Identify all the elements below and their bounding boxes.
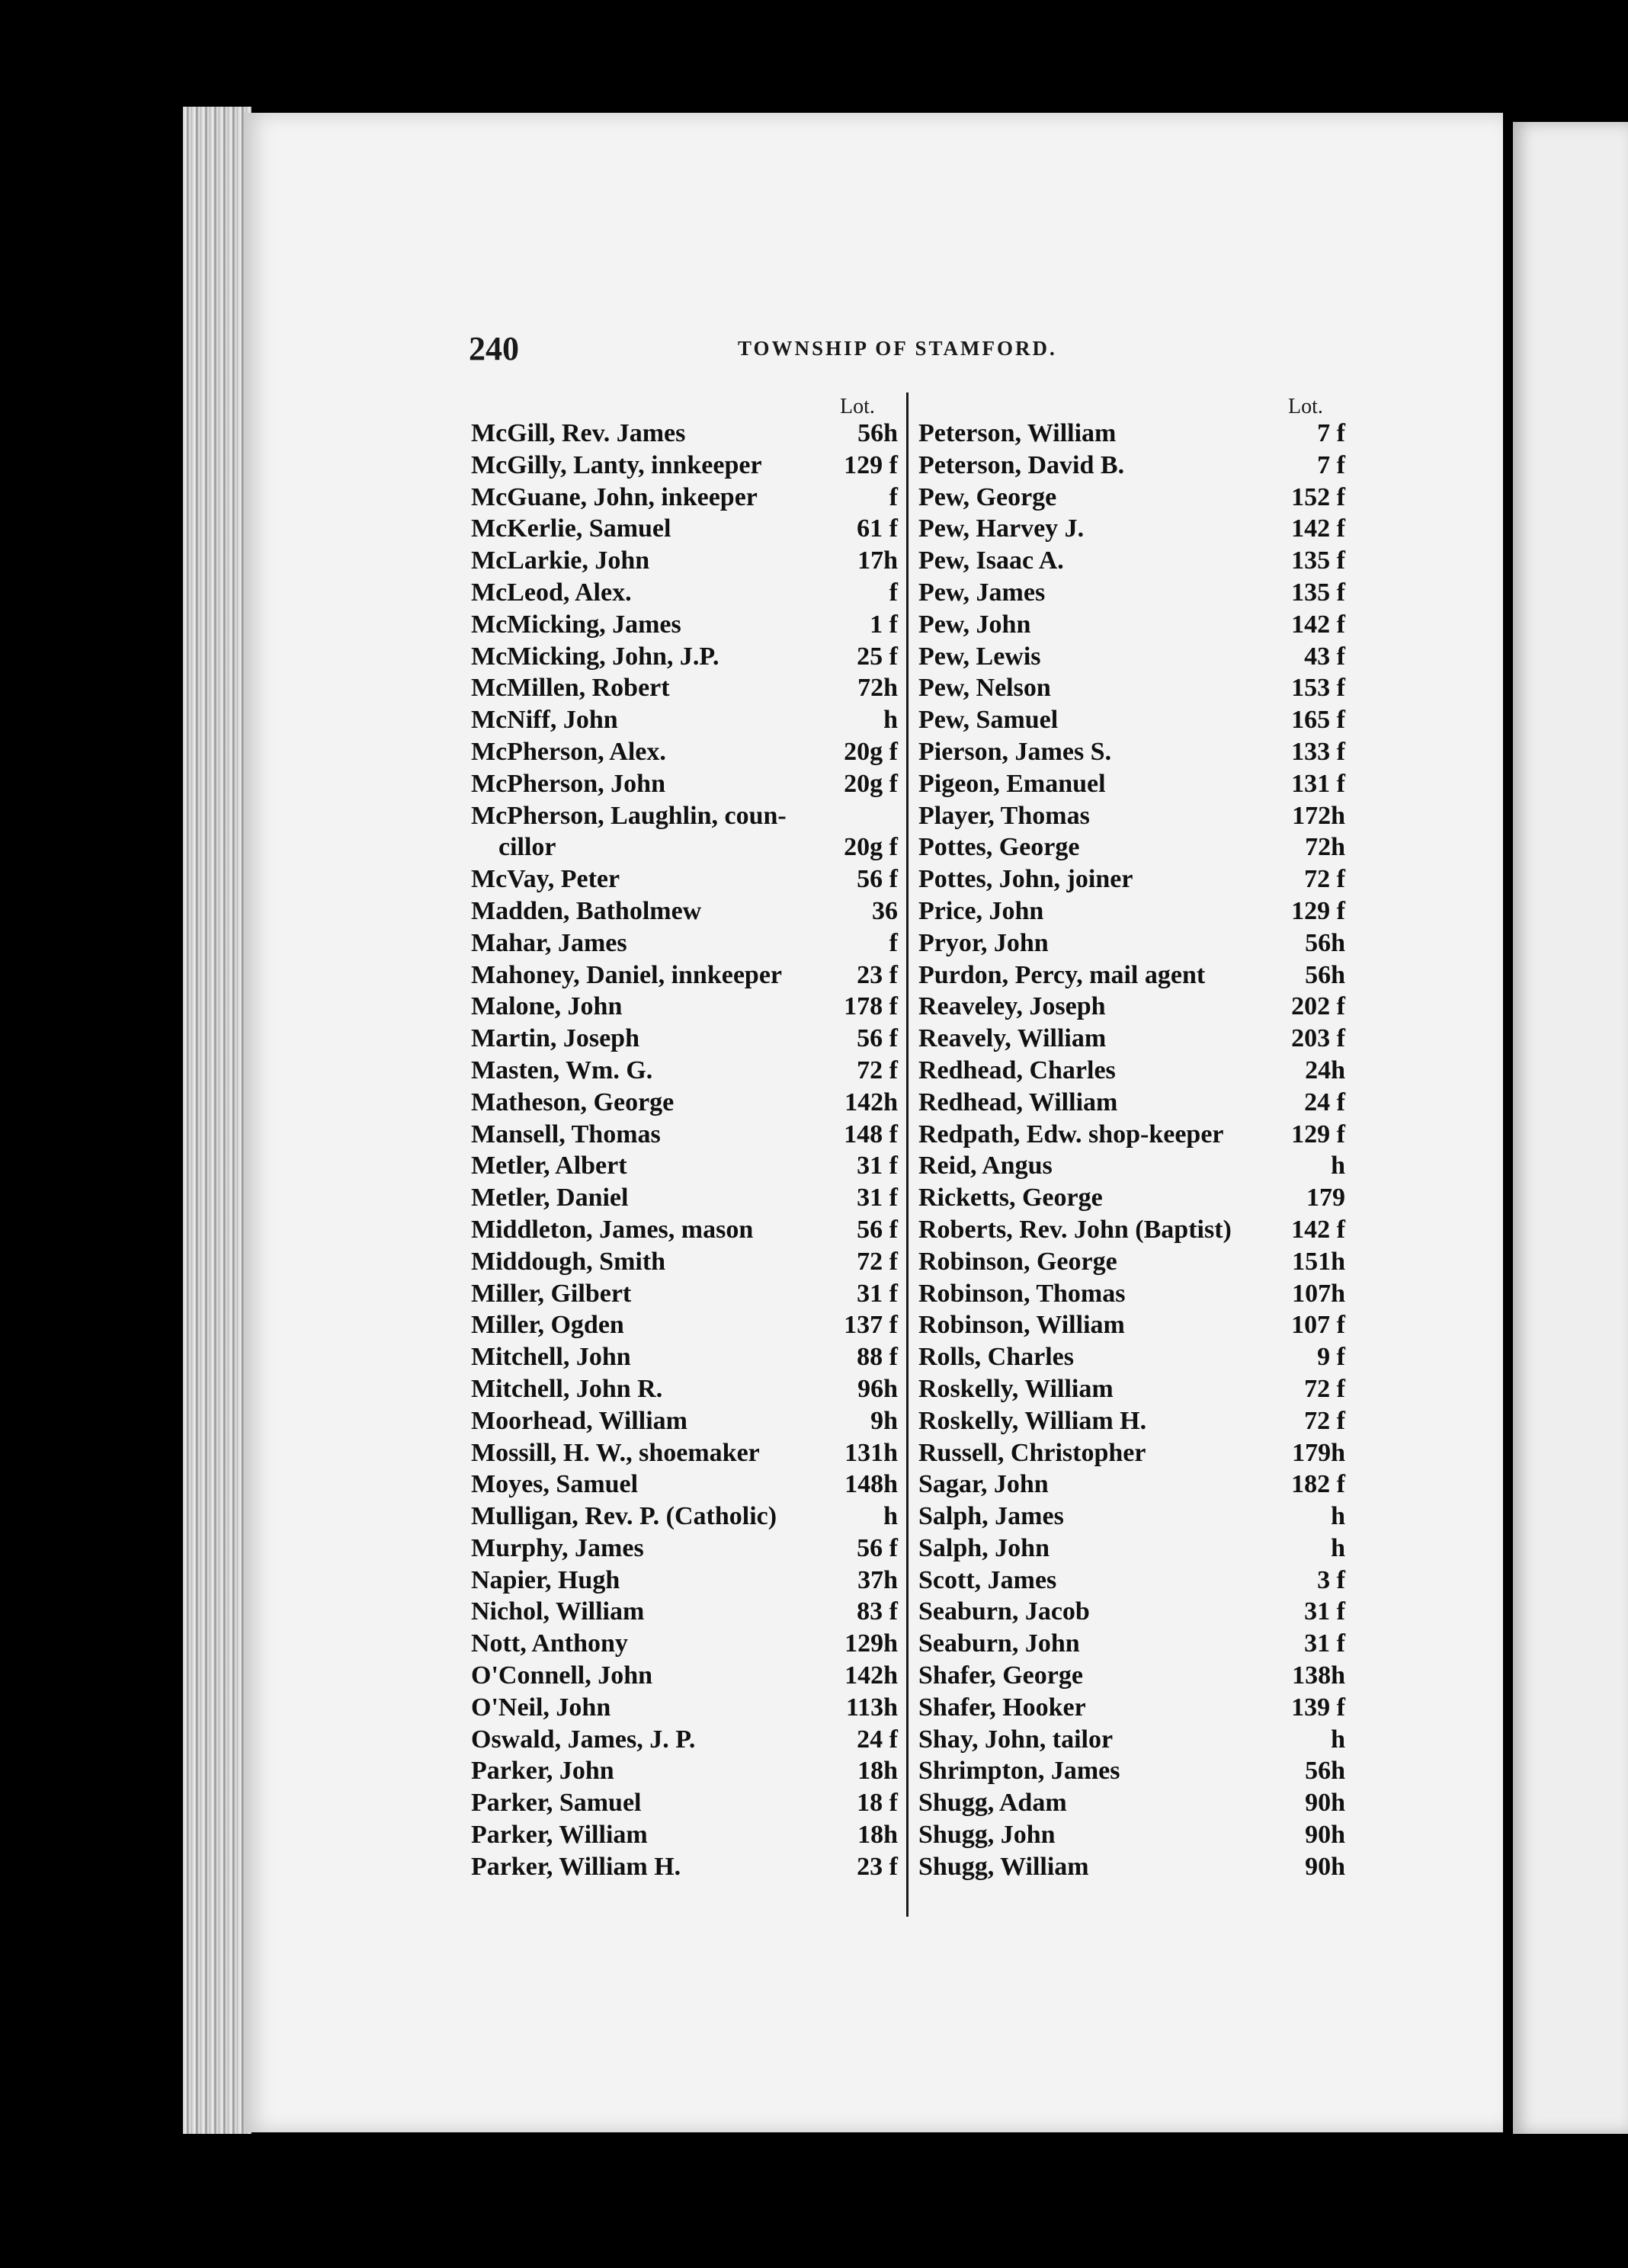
lot-number: 139 f (1291, 1693, 1345, 1722)
resident-name: Nichol, William (471, 1597, 645, 1626)
resident-name: Pew, Nelson (918, 674, 1051, 703)
directory-entry (918, 1119, 1345, 1151)
directory-entry (471, 1405, 898, 1437)
directory-entry (918, 927, 1345, 959)
lot-number: 61 f (857, 514, 898, 543)
lot-number: 56 f (857, 1024, 898, 1053)
lot-number: f (889, 928, 898, 957)
lot-number: 37h (857, 1565, 898, 1594)
resident-name: Pew, Lewis (918, 642, 1041, 671)
resident-name: Redhead, William (918, 1088, 1118, 1116)
resident-name: Player, Thomas (918, 801, 1090, 830)
lot-number: 72 f (857, 1247, 898, 1276)
directory-entry (471, 1565, 898, 1597)
directory-entry (471, 609, 898, 641)
directory-entry (918, 1278, 1345, 1310)
lot-number: 135 f (1291, 546, 1345, 575)
resident-name: Pottes, George (918, 833, 1080, 862)
lot-number: 72 f (1304, 1374, 1345, 1403)
resident-name: Pigeon, Emanuel (918, 769, 1106, 798)
resident-name: Shugg, John (918, 1821, 1056, 1850)
directory-entry (471, 1182, 898, 1214)
resident-name: Peterson, David B. (918, 450, 1125, 479)
lot-number: 56h (1305, 960, 1345, 989)
resident-name: Miller, Ogden (471, 1311, 624, 1340)
directory-entry (471, 1755, 898, 1787)
resident-name: O'Neil, John (471, 1693, 611, 1722)
directory-entry (918, 991, 1345, 1023)
lot-number: 142 f (1291, 1215, 1345, 1244)
directory-entry (471, 1309, 898, 1341)
lot-number: 129h (844, 1629, 898, 1658)
resident-name: Masten, Wm. G. (471, 1056, 653, 1084)
resident-name: Malone, John (471, 992, 623, 1021)
directory-entry (471, 513, 898, 545)
lot-number: 72 f (857, 1056, 898, 1084)
resident-name: Parker, William H. (471, 1852, 681, 1881)
lot-number: 137 f (844, 1311, 898, 1340)
resident-name: McVay, Peter (471, 865, 620, 894)
resident-name: Peterson, William (918, 419, 1117, 447)
resident-name: Pew, John (918, 610, 1031, 639)
resident-name: Robinson, George (918, 1247, 1117, 1276)
lot-number: 56h (1305, 928, 1345, 957)
resident-name: Purdon, Percy, mail agent (918, 960, 1206, 989)
directory-entry (918, 1246, 1345, 1278)
directory-entry (918, 1469, 1345, 1501)
resident-name: Scott, James (918, 1565, 1057, 1594)
lot-number: 202 f (1291, 992, 1345, 1021)
lot-number: 107h (1292, 1279, 1345, 1308)
directory-entry (918, 1628, 1345, 1660)
lot-number: 96h (857, 1374, 898, 1403)
directory-entry (918, 1214, 1345, 1246)
resident-name: Sagar, John (918, 1470, 1049, 1499)
lot-number: 131h (844, 1438, 898, 1467)
directory-entry (471, 895, 898, 927)
directory-entry (918, 513, 1345, 545)
resident-name: Reid, Angus (918, 1152, 1053, 1180)
lot-number: 23 f (857, 960, 898, 989)
lot-number: 90h (1305, 1821, 1345, 1850)
directory-entry (471, 1437, 898, 1469)
lot-number: 7 f (1317, 450, 1345, 479)
resident-name: McPherson, Laughlin, coun- (471, 801, 787, 830)
resident-name: Napier, Hugh (471, 1565, 620, 1594)
resident-name: Shafer, George (918, 1661, 1083, 1690)
directory-entry (918, 1373, 1345, 1405)
resident-name: Salph, John (918, 1533, 1050, 1562)
resident-name: Pew, Isaac A. (918, 546, 1064, 575)
directory-entry (918, 672, 1345, 704)
directory-entry (918, 1501, 1345, 1533)
directory-entry (471, 831, 898, 863)
lot-number: 31 f (857, 1152, 898, 1180)
directory-entry (471, 1119, 898, 1151)
resident-name: McPherson, Alex. (471, 737, 666, 766)
lot-number: 25 f (857, 642, 898, 671)
lot-number: 1 f (870, 610, 898, 639)
resident-name: Shugg, William (918, 1852, 1089, 1881)
lot-number: h (883, 706, 898, 735)
directory-entry (918, 768, 1345, 800)
resident-name: McMillen, Robert (471, 674, 670, 703)
lot-number: 56 f (857, 865, 898, 894)
lot-number: 151h (1292, 1247, 1345, 1276)
lot-number: 17h (857, 546, 898, 575)
lot-number: 142h (844, 1661, 898, 1690)
resident-name: McMicking, James (471, 610, 681, 639)
resident-name: Miller, Gilbert (471, 1279, 632, 1308)
resident-name: Shafer, Hooker (918, 1693, 1086, 1722)
lot-number: 18 f (857, 1789, 898, 1818)
lot-number: 31 f (1304, 1597, 1345, 1626)
lot-number: 31 f (857, 1279, 898, 1308)
lot-number: 31 f (1304, 1629, 1345, 1658)
lot-number: 179 (1306, 1184, 1345, 1212)
lot-number: 182 f (1291, 1470, 1345, 1499)
directory-entry (918, 1309, 1345, 1341)
resident-name: Martin, Joseph (471, 1024, 639, 1053)
lot-number: 24h (1305, 1056, 1345, 1084)
resident-name: Murphy, James (471, 1533, 644, 1562)
page-number: 240 (469, 330, 519, 367)
lot-number: 138h (1292, 1661, 1345, 1690)
directory-entry (918, 1565, 1345, 1597)
directory-entry (918, 1724, 1345, 1756)
lot-number: 36 (872, 896, 898, 925)
directory-entry (918, 1150, 1345, 1182)
lot-number: h (883, 1502, 898, 1531)
directory-column-left (471, 418, 898, 1883)
lot-number: f (889, 578, 898, 607)
resident-name: McGill, Rev. James (471, 419, 686, 447)
directory-entry (471, 418, 898, 450)
resident-name: Mulligan, Rev. P. (Catholic) (471, 1502, 777, 1531)
lot-number: 72 f (1304, 1406, 1345, 1435)
lot-number: 129 f (844, 450, 898, 479)
lot-number: 129 f (1291, 896, 1345, 925)
resident-name: Mitchell, John R. (471, 1374, 663, 1403)
directory-entry (918, 577, 1345, 609)
directory-entry (471, 1214, 898, 1246)
resident-name: Mansell, Thomas (471, 1120, 661, 1148)
directory-entry (918, 1055, 1345, 1087)
resident-name: Shrimpton, James (918, 1757, 1120, 1786)
directory-entry (918, 704, 1345, 736)
lot-number: 31 f (857, 1184, 898, 1212)
resident-name: Middough, Smith (471, 1247, 666, 1276)
resident-name: Pierson, James S. (918, 737, 1112, 766)
lot-number: 23 f (857, 1852, 898, 1881)
resident-name: McKerlie, Samuel (471, 514, 671, 543)
lot-number: h (1331, 1152, 1345, 1180)
resident-name: Middleton, James, mason (471, 1215, 754, 1244)
lot-number: 142 f (1291, 610, 1345, 639)
directory-entry (471, 1501, 898, 1533)
resident-name: Oswald, James, J. P. (471, 1725, 696, 1754)
directory-entry (471, 736, 898, 768)
lot-number: 24 f (857, 1725, 898, 1754)
lot-number: 203 f (1291, 1024, 1345, 1053)
resident-name: McLeod, Alex. (471, 578, 632, 607)
lot-column-header-left: Lot. (840, 395, 875, 418)
directory-entry (471, 927, 898, 959)
resident-name: Moyes, Samuel (471, 1470, 639, 1499)
directory-entry (918, 1692, 1345, 1724)
directory-entry (471, 672, 898, 704)
directory-entry (471, 1373, 898, 1405)
directory-entry (471, 1724, 898, 1756)
lot-number: 148 f (844, 1120, 898, 1148)
directory-entry (471, 641, 898, 673)
directory-entry (471, 1851, 898, 1883)
directory-entry (918, 1755, 1345, 1787)
lot-number: 142 f (1291, 514, 1345, 543)
resident-name: McLarkie, John (471, 546, 650, 575)
directory-entry (918, 1787, 1345, 1819)
directory-entry (918, 1533, 1345, 1565)
lot-number: 88 f (857, 1343, 898, 1372)
lot-number: 9h (870, 1406, 898, 1435)
directory-entry (471, 1023, 898, 1055)
resident-name: Salph, James (918, 1502, 1064, 1531)
resident-name: Seaburn, John (918, 1629, 1080, 1658)
resident-name: Ricketts, George (918, 1184, 1103, 1212)
lot-number: 165 f (1291, 706, 1345, 735)
directory-entry (471, 800, 898, 832)
resident-name: Pew, George (918, 482, 1057, 511)
resident-name: McNiff, John (471, 706, 618, 735)
directory-entry (918, 1087, 1345, 1119)
lot-number: 129 f (1291, 1120, 1345, 1148)
directory-entry (918, 1851, 1345, 1883)
directory-column-right (918, 418, 1345, 1883)
facing-page-edge (1513, 122, 1628, 2134)
directory-entry (918, 545, 1345, 577)
directory-entry (471, 545, 898, 577)
lot-number: 18h (857, 1821, 898, 1850)
lot-number: 172h (1292, 801, 1345, 830)
lot-number: 20g f (844, 833, 898, 862)
directory-entry (471, 1628, 898, 1660)
resident-name: Shugg, Adam (918, 1789, 1067, 1818)
lot-number: 148h (844, 1470, 898, 1499)
directory-entry (471, 1469, 898, 1501)
resident-name: Roskelly, William H. (918, 1406, 1147, 1435)
lot-number: 72h (857, 674, 898, 703)
lot-number: 152 f (1291, 482, 1345, 511)
resident-name: Reavely, William (918, 1024, 1107, 1053)
lot-number: 178 f (844, 992, 898, 1021)
directory-entry (918, 641, 1345, 673)
lot-number: 20g f (844, 737, 898, 766)
lot-number: 107 f (1291, 1311, 1345, 1340)
directory-entry (471, 1341, 898, 1373)
resident-name: Redhead, Charles (918, 1056, 1116, 1084)
lot-number: 131 f (1291, 769, 1345, 798)
resident-name: Mahoney, Daniel, innkeeper (471, 960, 783, 989)
resident-name: McGilly, Lanty, innkeeper (471, 450, 762, 479)
directory-entry (918, 736, 1345, 768)
resident-name: Metler, Albert (471, 1152, 627, 1180)
directory-entry (918, 1405, 1345, 1437)
resident-name: Mitchell, John (471, 1343, 631, 1372)
directory-entry (918, 1819, 1345, 1851)
lot-number: f (889, 482, 898, 511)
resident-name: Pew, Samuel (918, 706, 1059, 735)
directory-entry (918, 831, 1345, 863)
resident-name: cillor (498, 833, 556, 862)
directory-entry (471, 450, 898, 482)
resident-name: Moorhead, William (471, 1406, 687, 1435)
resident-name: Redpath, Edw. shop-keeper (918, 1120, 1224, 1148)
lot-number: 20g f (844, 769, 898, 798)
directory-entry (918, 895, 1345, 927)
resident-name: Nott, Anthony (471, 1629, 628, 1658)
resident-name: Pew, Harvey J. (918, 514, 1085, 543)
lot-number: 72h (1305, 833, 1345, 862)
lot-number: 56 f (857, 1215, 898, 1244)
resident-name: Seaburn, Jacob (918, 1597, 1090, 1626)
resident-name: Madden, Batholmew (471, 896, 702, 925)
lot-number: 56h (1305, 1757, 1345, 1786)
resident-name: Matheson, George (471, 1088, 675, 1116)
lot-number: 83 f (857, 1597, 898, 1626)
lot-number: 18h (857, 1757, 898, 1786)
directory-entry (471, 1055, 898, 1087)
directory-entry (918, 863, 1345, 895)
directory-entry (471, 482, 898, 514)
lot-number: h (1331, 1533, 1345, 1562)
directory-entry (918, 450, 1345, 482)
directory-entry (471, 1087, 898, 1119)
directory-entry (918, 1341, 1345, 1373)
resident-name: Metler, Daniel (471, 1184, 629, 1212)
directory-entry (471, 1692, 898, 1724)
resident-name: Robinson, Thomas (918, 1279, 1126, 1308)
resident-name: Pryor, John (918, 928, 1049, 957)
lot-number: 72 f (1304, 865, 1345, 894)
directory-entry (918, 1596, 1345, 1628)
resident-name: Rolls, Charles (918, 1343, 1074, 1372)
directory-entry (918, 1437, 1345, 1469)
directory-entry (471, 863, 898, 895)
directory-entry (471, 1596, 898, 1628)
directory-entry (471, 577, 898, 609)
resident-name: McMicking, John, J.P. (471, 642, 719, 671)
lot-number: 43 f (1304, 642, 1345, 671)
directory-entry (918, 1660, 1345, 1692)
directory-entry (471, 768, 898, 800)
directory-entry (471, 1278, 898, 1310)
resident-name: Robinson, William (918, 1311, 1125, 1340)
lot-number: 153 f (1291, 674, 1345, 703)
lot-number: 142h (844, 1088, 898, 1116)
directory-entry (918, 418, 1345, 450)
lot-number: 90h (1305, 1789, 1345, 1818)
directory-entry (471, 1246, 898, 1278)
lot-number: 179h (1292, 1438, 1345, 1467)
lot-number: 56 f (857, 1533, 898, 1562)
directory-entry (918, 959, 1345, 991)
directory-entry (471, 704, 898, 736)
resident-name: Price, John (918, 896, 1044, 925)
resident-name: Mahar, James (471, 928, 627, 957)
directory-entry (471, 959, 898, 991)
resident-name: Shay, John, tailor (918, 1725, 1114, 1754)
running-head: TOWNSHIP OF STAMFORD. (738, 337, 1057, 360)
lot-number: h (1331, 1502, 1345, 1531)
directory-entry (471, 1819, 898, 1851)
directory-entry (471, 1533, 898, 1565)
resident-name: Pew, James (918, 578, 1046, 607)
directory-entry (918, 800, 1345, 832)
resident-name: Mossill, H. W., shoemaker (471, 1438, 760, 1467)
lot-number: 7 f (1317, 419, 1345, 447)
resident-name: McGuane, John, inkeeper (471, 482, 758, 511)
column-divider (906, 392, 909, 1917)
directory-entry (918, 1182, 1345, 1214)
resident-name: Parker, William (471, 1821, 648, 1850)
directory-entry (471, 1150, 898, 1182)
resident-name: Parker, Samuel (471, 1789, 642, 1818)
directory-entry (471, 991, 898, 1023)
directory-entry (918, 609, 1345, 641)
lot-number: h (1331, 1725, 1345, 1754)
page-edges (183, 107, 252, 2134)
lot-number: 9 f (1317, 1343, 1345, 1372)
resident-name: Roberts, Rev. John (Baptist) (918, 1215, 1232, 1244)
lot-number: 24 f (1304, 1088, 1345, 1116)
lot-number: 56h (857, 419, 898, 447)
directory-entry (471, 1787, 898, 1819)
resident-name: Reaveley, Joseph (918, 992, 1106, 1021)
resident-name: O'Connell, John (471, 1661, 653, 1690)
lot-number: 135 f (1291, 578, 1345, 607)
resident-name: Pottes, John, joiner (918, 865, 1133, 894)
directory-entry (471, 1660, 898, 1692)
lot-number: 90h (1305, 1852, 1345, 1881)
resident-name: McPherson, John (471, 769, 665, 798)
lot-column-header-right: Lot. (1288, 395, 1323, 418)
directory-entry (918, 1023, 1345, 1055)
lot-number: 3 f (1317, 1565, 1345, 1594)
resident-name: Roskelly, William (918, 1374, 1114, 1403)
resident-name: Parker, John (471, 1757, 614, 1786)
lot-number: 113h (845, 1693, 898, 1722)
resident-name: Russell, Christopher (918, 1438, 1146, 1467)
directory-entry (918, 482, 1345, 514)
lot-number: 133 f (1291, 737, 1345, 766)
